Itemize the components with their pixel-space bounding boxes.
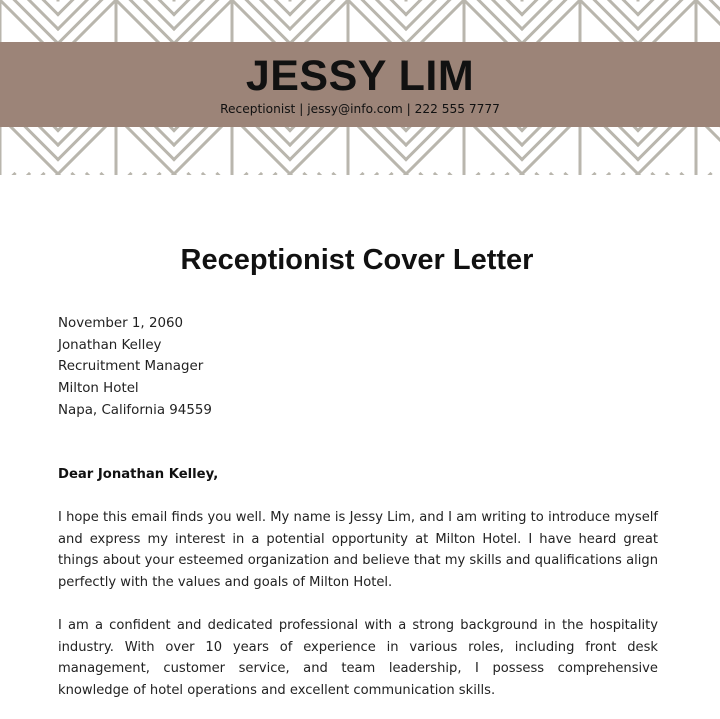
pattern-stroke	[348, 174, 392, 175]
pattern-stroke	[232, 174, 276, 175]
pattern-stroke	[145, 0, 174, 29]
pattern-stroke	[508, 0, 523, 15]
pattern-stroke	[493, 0, 522, 29]
applicant-name: JESSY LIM	[245, 52, 475, 100]
pattern-stroke	[116, 174, 160, 175]
pattern-stroke	[276, 0, 291, 15]
recipient-company: Milton Hotel	[58, 381, 139, 397]
recipient-title: Recruitment Manager	[58, 359, 204, 375]
pattern-stroke	[348, 174, 363, 175]
letter-salutation: Dear Jonathan Kelley,	[58, 467, 219, 482]
pattern-stroke	[377, 0, 406, 29]
pattern-stroke	[44, 0, 59, 15]
pattern-stroke	[421, 174, 465, 175]
recipient-address-block	[58, 313, 658, 422]
pattern-stroke	[464, 174, 508, 175]
recipient-city: Napa, California 94559	[58, 402, 212, 418]
pattern-stroke	[609, 0, 638, 29]
recipient-name: Jonathan Kelley	[58, 337, 162, 353]
pattern-stroke	[682, 174, 697, 175]
document-title: Receptionist Cover Letter	[180, 244, 534, 276]
pattern-stroke	[261, 0, 290, 29]
pattern-stroke	[290, 0, 319, 29]
pattern-stroke	[537, 174, 581, 175]
pattern-stroke	[450, 174, 465, 175]
pattern-stroke	[638, 0, 653, 15]
pattern-stroke	[406, 0, 421, 15]
pattern-stroke	[580, 174, 595, 175]
pattern-stroke	[189, 174, 233, 175]
pattern-stroke	[566, 174, 581, 175]
pattern-stroke	[160, 0, 175, 15]
pattern-stroke	[290, 0, 305, 15]
letter-paragraph-2: I am a confident and dedicated professional with a strong background in the hospitality industry. With over 10 years of experience in various roles, including front desk management, customer service, and team leadership, I possess comprehensive knowledge of hotel operations and excellent communication skills.	[58, 618, 658, 699]
pattern-stroke	[696, 174, 711, 175]
pattern-stroke	[624, 0, 639, 15]
pattern-stroke	[334, 174, 349, 175]
pattern-stroke	[392, 0, 407, 15]
letter-date: November 1, 2060	[58, 316, 184, 331]
pattern-stroke	[522, 0, 551, 29]
pattern-stroke	[653, 174, 697, 175]
pattern-stroke	[406, 0, 435, 29]
pattern-stroke	[58, 0, 73, 15]
applicant-contact-line: Receptionist | jessy@info.com | 222 555 7777	[220, 102, 500, 116]
pattern-stroke	[522, 0, 537, 15]
letter-paragraph-1: I hope this email finds you well. My name is Jessy Lim, and I am writing to introduce myself and express my interest in a potential opportunity at Milton Hotel. I have heard great things about your esteemed organization and believe that my skills and qualifications align perfectly with the values and goals of Milton Hotel.	[58, 510, 658, 591]
pattern-stroke	[638, 0, 667, 29]
pattern-stroke	[305, 174, 349, 175]
pattern-stroke	[232, 174, 247, 175]
pattern-stroke	[29, 0, 58, 29]
pattern-stroke	[0, 174, 44, 175]
pattern-stroke	[58, 0, 87, 29]
pattern-stroke	[102, 174, 117, 175]
pattern-stroke	[580, 174, 624, 175]
pattern-stroke	[218, 174, 233, 175]
pattern-stroke	[464, 174, 479, 175]
pattern-stroke	[116, 174, 131, 175]
pattern-stroke	[174, 0, 203, 29]
pattern-stroke	[0, 174, 15, 175]
pattern-stroke	[73, 174, 117, 175]
pattern-stroke	[174, 0, 189, 15]
